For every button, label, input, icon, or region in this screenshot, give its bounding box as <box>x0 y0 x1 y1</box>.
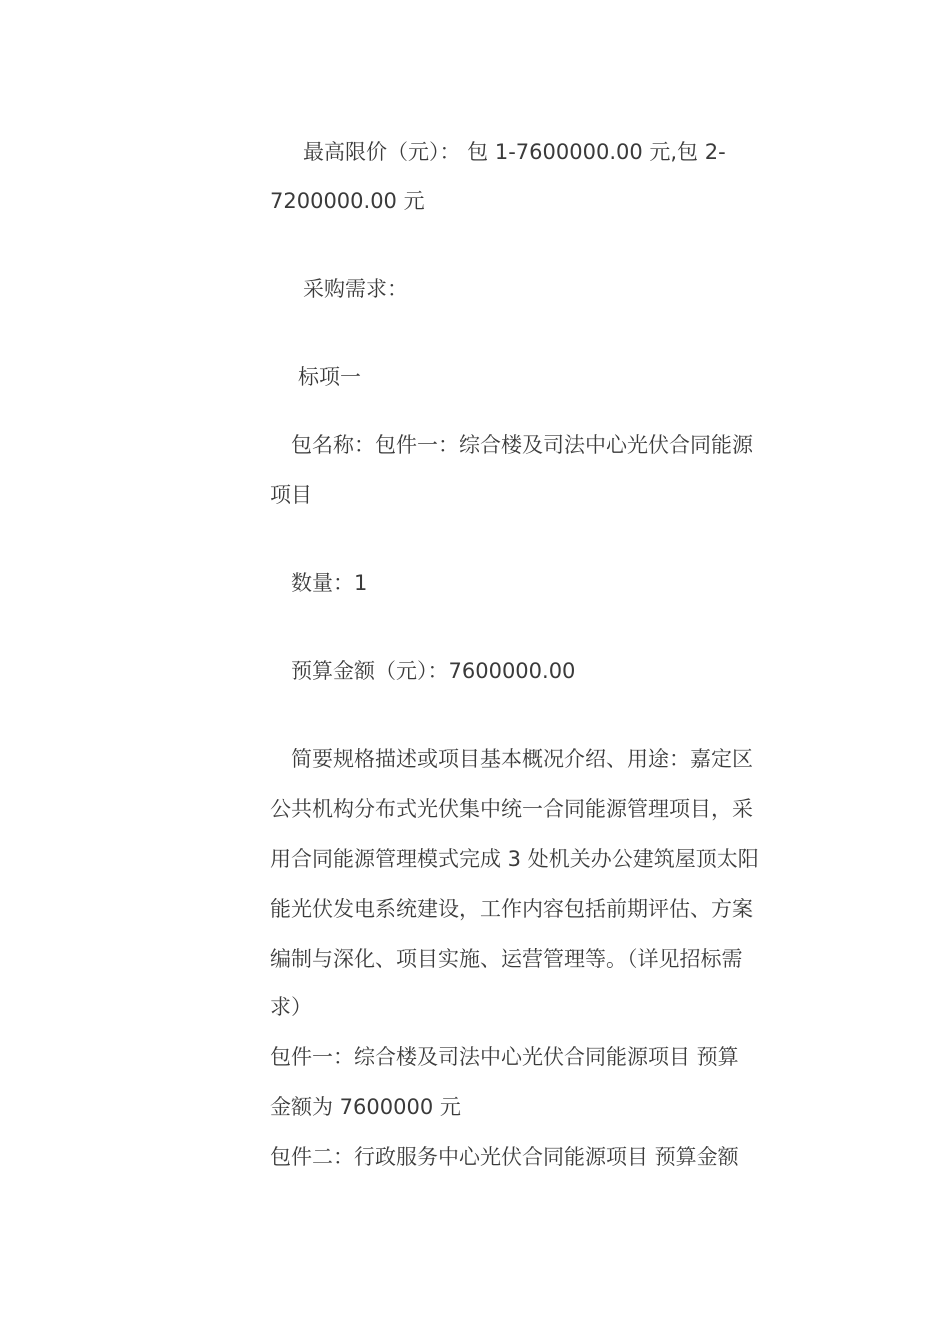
max-price-line-1: 最高限价（元）： 包 1-7600000.00 元,包 2- <box>303 140 726 164</box>
package-one-line-1: 包件一：综合楼及司法中心光伏合同能源项目 预算 <box>270 1045 739 1069</box>
budget-line: 预算金额（元）：7600000.00 <box>291 659 576 683</box>
description-line: 公共机构分布式光伏集中统一合同能源管理项目，采 <box>270 797 753 821</box>
description-line: 求） <box>270 995 312 1019</box>
package-one-line-2: 金额为 7600000 元 <box>270 1095 461 1119</box>
procurement-needs-heading: 采购需求： <box>303 277 408 301</box>
description-line: 能光伏发电系统建设，工作内容包括前期评估、方案 <box>270 897 753 921</box>
lot-title: 标项一 <box>298 365 361 389</box>
max-price-line-2: 7200000.00 元 <box>270 189 425 213</box>
description-line: 用合同能源管理模式完成 3 处机关办公建筑屋顶太阳 <box>270 847 759 871</box>
package-two-line-1: 包件二：行政服务中心光伏合同能源项目 预算金额 <box>270 1145 739 1169</box>
description-line: 简要规格描述或项目基本概况介绍、用途：嘉定区 <box>291 747 753 771</box>
package-name-line-1: 包名称：包件一：综合楼及司法中心光伏合同能源 <box>291 433 753 457</box>
description-line: 编制与深化、项目实施、运营管理等。（详见招标需 <box>270 947 743 971</box>
quantity-line: 数量：1 <box>291 571 368 595</box>
package-name-line-2: 项目 <box>270 483 312 507</box>
